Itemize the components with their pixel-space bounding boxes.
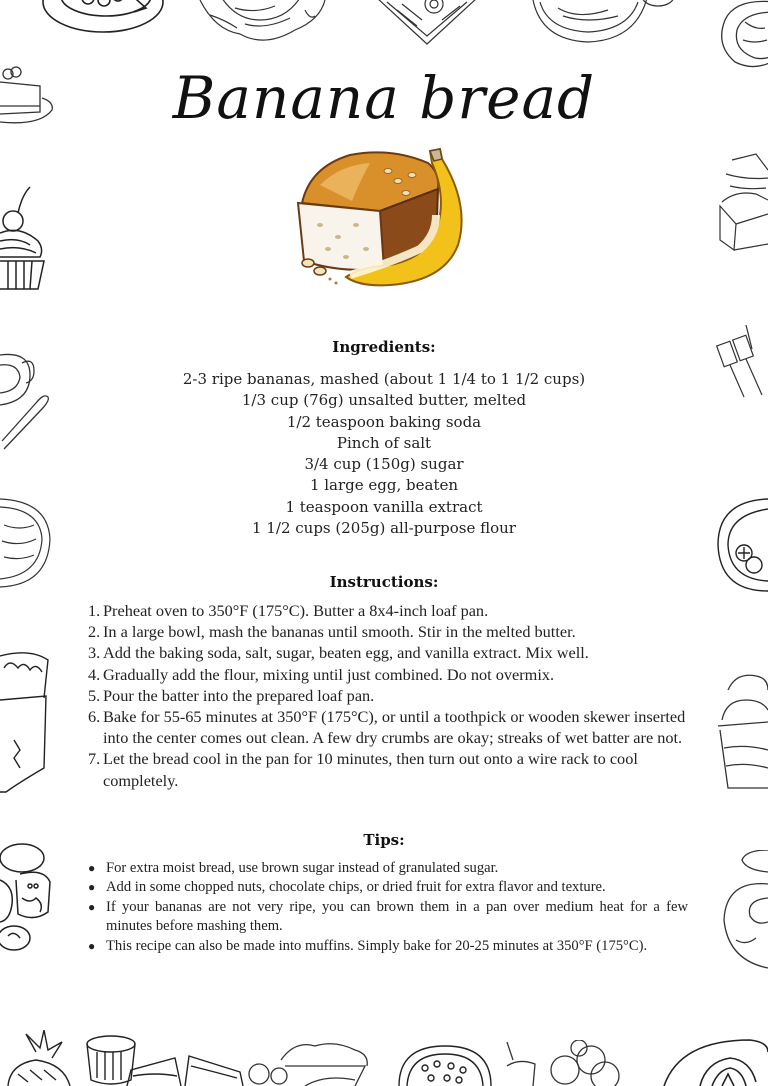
cupcake-with-cherry-illustration: [0, 185, 50, 295]
stacked-jars-illustration: [0, 840, 60, 955]
step-number: 3.: [88, 643, 101, 663]
instruction-step: [88, 706, 688, 748]
bowl-of-beans-illustration: [395, 1042, 495, 1086]
ingredient-item: 1 large egg, beaten: [309, 476, 459, 495]
step-text: Pour the batter into the prepared loaf pan.: [103, 685, 375, 705]
step-number: 1.: [88, 601, 101, 620]
wrap-in-paper-illustration: [0, 648, 56, 798]
instruction-step: [88, 642, 688, 663]
lettuce-wrap-illustration: [195, 0, 330, 48]
ingredient-item: Pinch of salt: [336, 433, 432, 452]
step-text: Add the baking soda, salt, sugar, beaten egg, and vanilla extract. Mix well.: [103, 643, 589, 663]
step-number: 5.: [88, 685, 101, 705]
bullet-icon: ●: [88, 880, 96, 895]
tip-text: This recipe can also be made into muffins. Simply bake for 20-25 minutes at 350°F (175°C).: [106, 937, 648, 954]
tips-heading: Tips:: [363, 831, 405, 849]
ingredient-item: 2-3 ripe bananas, mashed (about 1 1/4 to 1 1/2 cups): [182, 370, 586, 388]
step-number: 6.: [88, 707, 101, 727]
bullet-icon: ●: [88, 938, 96, 953]
step-text: Preheat oven to 350°F (175°C). Butter a 8x4-inch loaf pan.: [103, 601, 489, 620]
instruction-step: [88, 621, 688, 642]
pastry-plate-illustration: [660, 1036, 768, 1086]
step-text: Let the bread cool in the pan for 10 minutes, then turn out onto a wire rack to cool completely.: [103, 749, 638, 790]
bowl-of-noodles-illustration: [528, 0, 678, 45]
bread-basket-illustration: [245, 1040, 375, 1086]
ingredient-item: 1 1/2 cups (205g) all-purpose flour: [252, 519, 516, 538]
bullet-icon: ●: [88, 899, 96, 914]
ingredient-item: 1/2 teaspoon baking soda: [286, 412, 482, 431]
bread-rolls-illustration: [716, 850, 768, 980]
recipe-title: Banana bread: [172, 64, 596, 132]
drink-and-buns-illustration: [505, 1040, 635, 1086]
instructions-list: [88, 600, 688, 791]
plate-of-food-illustration: [38, 0, 168, 45]
sushi-rolls-illustration: [716, 150, 768, 280]
sandwich-halves-illustration: [125, 1052, 245, 1086]
banana-bread-hero-image: [280, 145, 480, 295]
step-text: In a large bowl, mash the bananas until smooth. Stir in the melted butter.: [103, 622, 576, 642]
tip-text: For extra moist bread, use brown sugar instead of granulated sugar.: [106, 860, 499, 876]
ingredient-item: 1 teaspoon vanilla extract: [285, 497, 483, 516]
tip-item: [88, 878, 688, 897]
ingredient-item: 1/3 cup (76g) unsalted butter, melted: [241, 391, 527, 410]
instruction-step: [88, 748, 688, 790]
tip-text: If your bananas are not very ripe, you can brown them in a pan over medium heat for a few minutes before mashing them.: [106, 898, 688, 935]
banana-bread-illustration: [280, 145, 480, 295]
step-number: 2.: [88, 622, 101, 642]
step-text: Gradually add the flour, mixing until just combined. Do not overmix.: [103, 664, 555, 684]
tip-item: [88, 937, 688, 956]
tip-item: [88, 898, 688, 937]
pineapple-illustration: [0, 1030, 75, 1086]
instructions-heading: Instructions:: [329, 573, 439, 591]
instruction-step: [88, 664, 688, 685]
ingredients-heading: Ingredients:: [332, 338, 436, 356]
sandwich-slice-illustration: [372, 0, 482, 46]
instruction-step: [88, 685, 688, 706]
step-text: Bake for 55-65 minutes at 350°F (175°C), or until a toothpick or wooden skewer inserted into the center comes out clean. A few dry crumbs are okay; streaks of wet batter are not.: [103, 707, 686, 748]
ice-cream-cup-illustration: [716, 670, 768, 795]
step-number: 4.: [88, 664, 101, 684]
tip-item: [88, 859, 688, 878]
tip-text: Add in some chopped nuts, chocolate chips, or dried fruit for extra flavor and texture.: [106, 879, 606, 896]
ingredient-item: 3/4 cup (150g) sugar: [304, 455, 464, 474]
step-number: 7.: [88, 749, 101, 769]
tips-list: [88, 859, 688, 956]
ingredients-list: [0, 369, 768, 539]
instruction-step: [88, 600, 688, 621]
bullet-icon: ●: [88, 861, 96, 875]
